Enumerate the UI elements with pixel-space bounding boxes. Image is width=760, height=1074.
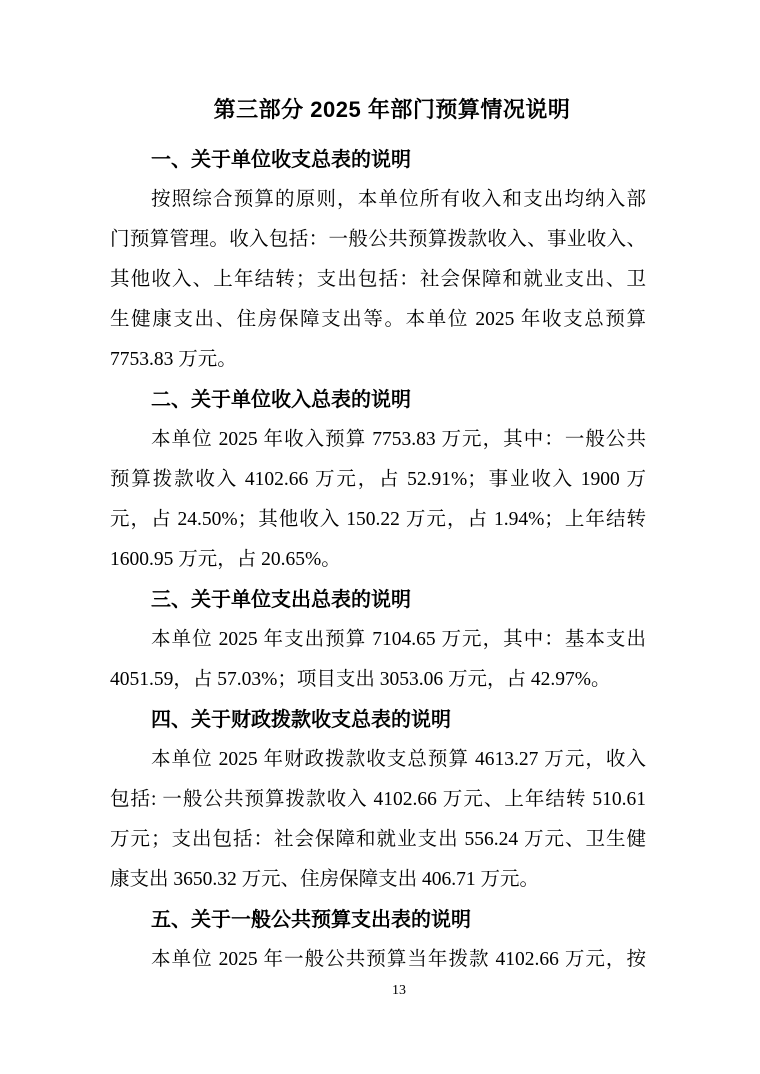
document-body — [110, 140, 646, 980]
page-number: 13 — [392, 983, 406, 998]
section-heading: 二、关于单位收入总表的说明 — [151, 389, 411, 411]
body-text-line: 预算拨款收入 4102.66 万元，占 52.91%；事业收入 1900 万 — [110, 469, 646, 490]
body-text-line: 元，占 24.50%；其他收入 150.22 万元，占 1.94%；上年结转 — [110, 509, 646, 530]
section-heading: 三、关于单位支出总表的说明 — [151, 589, 411, 611]
body-text-line: 本单位 2025 年支出预算 7104.65 万元，其中：基本支出 — [151, 629, 646, 650]
body-text-line: 本单位 2025 年一般公共预算当年拨款 4102.66 万元，按 — [151, 949, 646, 970]
body-text-line: 按照综合预算的原则，本单位所有收入和支出均纳入部 — [151, 189, 646, 210]
body-text-line: 康支出 3650.32 万元、住房保障支出 406.71 万元。 — [110, 869, 540, 890]
body-text-line: 本单位 2025 年财政拨款收支总预算 4613.27 万元，收入 — [151, 749, 646, 770]
body-text-line: 生健康支出、住房保障支出等。本单位 2025 年收支总预算 — [110, 309, 646, 330]
body-text-line: 1600.95 万元，占 20.65%。 — [110, 549, 341, 570]
body-text-line: 其他收入、上年结转；支出包括：社会保障和就业支出、卫 — [110, 269, 646, 290]
body-text-line: 本单位 2025 年收入预算 7753.83 万元，其中：一般公共 — [151, 429, 646, 450]
body-text-line: 7753.83 万元。 — [110, 349, 237, 370]
section-heading: 四、关于财政拨款收支总表的说明 — [151, 709, 451, 731]
page-title: 第三部分 2025 年部门预算情况说明 — [213, 97, 571, 122]
body-text-line: 万元；支出包括：社会保障和就业支出 556.24 万元、卫生健 — [110, 829, 646, 850]
body-text-line: 门预算管理。收入包括：一般公共预算拨款收入、事业收入、 — [110, 229, 646, 250]
body-text-line: 4051.59，占 57.03%；项目支出 3053.06 万元，占 42.97%。 — [110, 669, 611, 690]
body-text-line: 包括: 一般公共预算拨款收入 4102.66 万元、上年结转 510.61 — [110, 789, 646, 810]
section-heading: 一、关于单位收支总表的说明 — [151, 149, 411, 171]
section-heading: 五、关于一般公共预算支出表的说明 — [151, 909, 471, 931]
